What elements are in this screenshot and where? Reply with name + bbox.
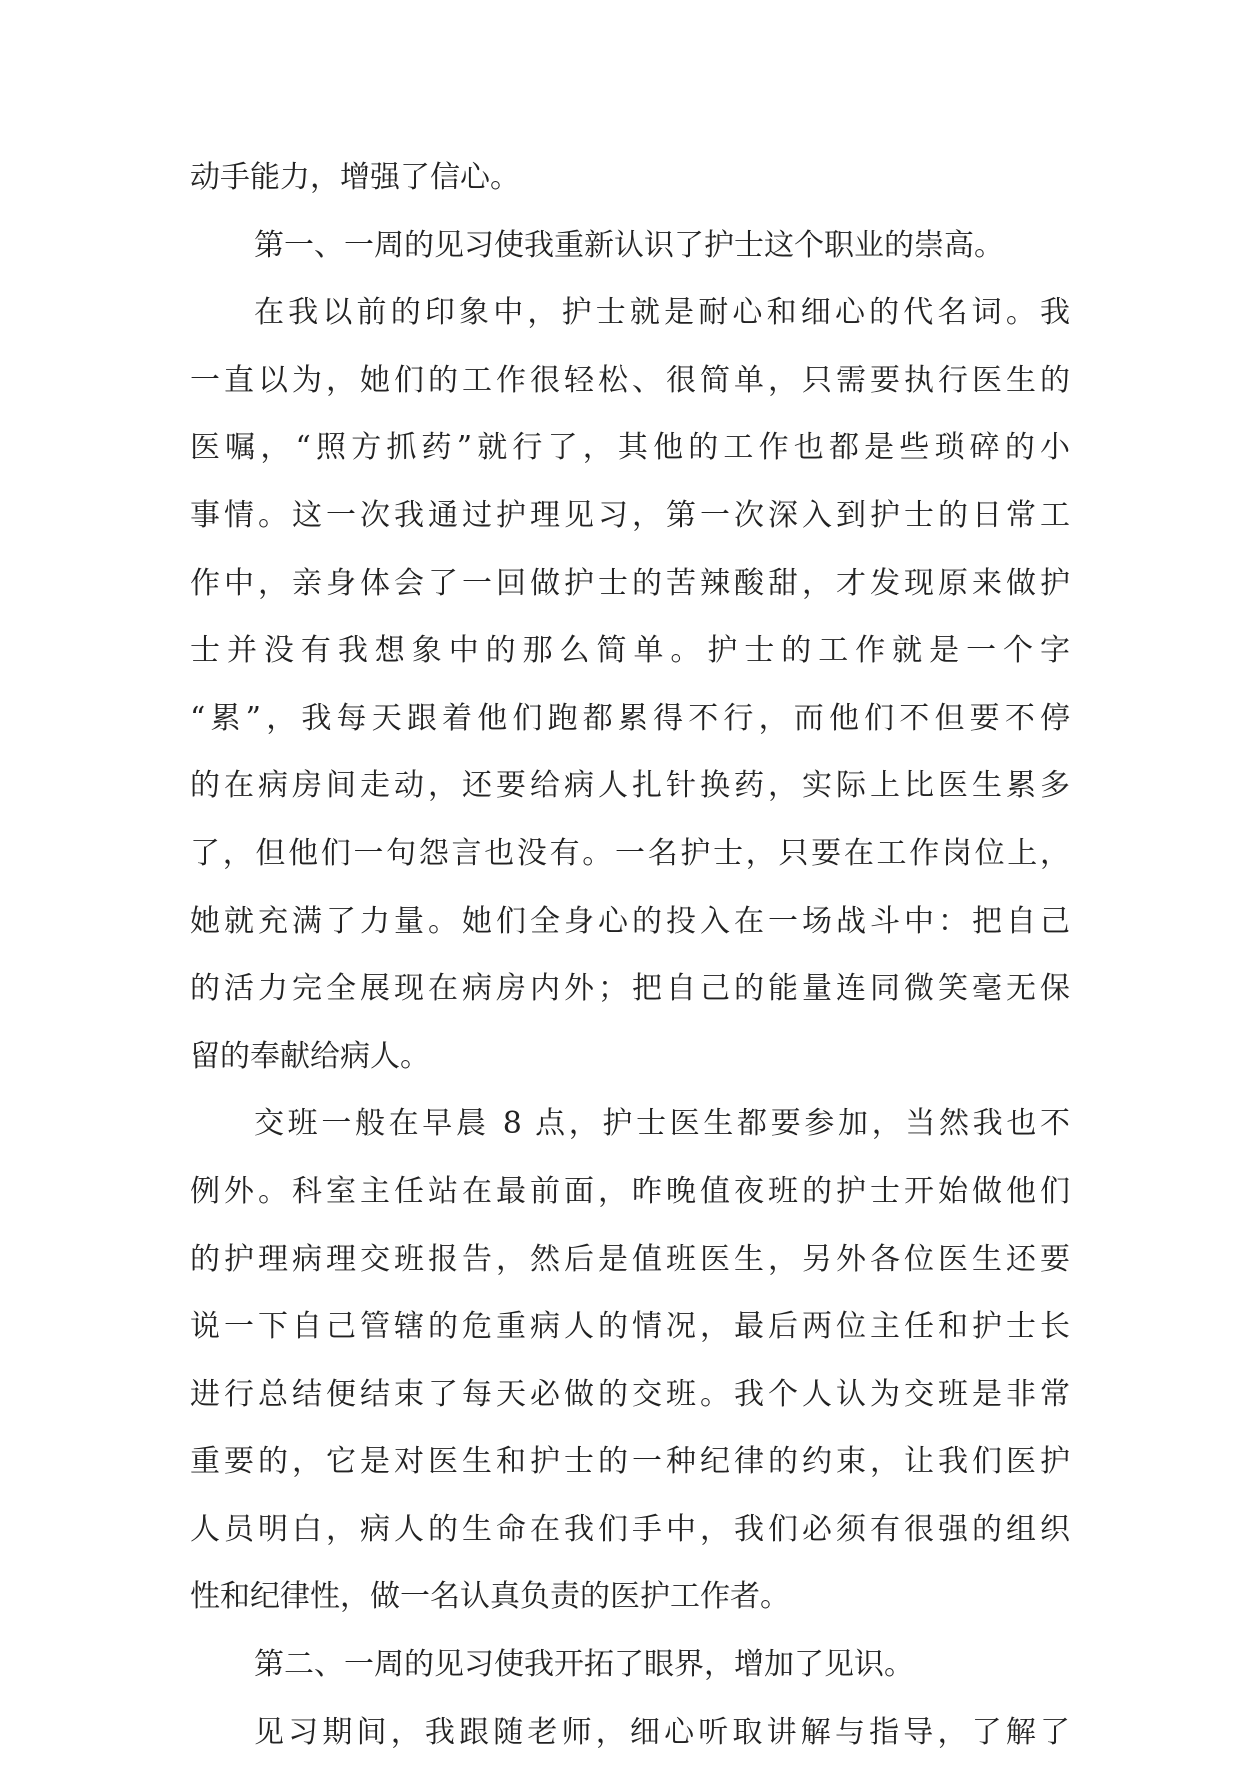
body-text xyxy=(190,152,1070,1774)
text-line: 士并没有我想象中的那么简单。护士的工作就是一个字 xyxy=(190,633,1070,669)
text-line: 例外。科室主任站在最前面，昨晚值夜班的护士开始做他们 xyxy=(190,1173,1070,1209)
text-line: “累”，我每天跟着他们跑都累得不行，而他们不但要不停 xyxy=(190,700,1070,736)
text-line: 说一下自己管辖的危重病人的情况，最后两位主任和护士长 xyxy=(190,1309,1070,1345)
text-line: 人员明白，病人的生命在我们手中，我们必须有很强的组织 xyxy=(190,1511,1070,1547)
text-line: 医嘱，“照方抓药”就行了，其他的工作也都是些琐碎的小 xyxy=(190,430,1070,466)
heading-line: 第一、一周的见习使我重新认识了护士这个职业的崇高。 xyxy=(254,227,1004,263)
text-line: 交班一般在早晨 8 点，护士医生都要参加，当然我也不 xyxy=(254,1106,1070,1142)
text-line: 她就充满了力量。她们全身心的投入在一场战斗中：把自己 xyxy=(190,903,1070,939)
heading-line: 第二、一周的见习使我开拓了眼界，增加了见识。 xyxy=(254,1647,914,1683)
text-line: 见习期间，我跟随老师，细心听取讲解与指导，了解了 xyxy=(254,1714,1070,1750)
text-line: 一直以为，她们的工作很轻松、很简单，只需要执行医生的 xyxy=(190,362,1070,398)
text-line: 的活力完全展现在病房内外；把自己的能量连同微笑毫无保 xyxy=(190,971,1070,1007)
text-line: 性和纪律性，做一名认真负责的医护工作者。 xyxy=(190,1579,790,1615)
text-line: 在我以前的印象中，护士就是耐心和细心的代名词。我 xyxy=(254,295,1070,331)
text-line: 的在病房间走动，还要给病人扎针换药，实际上比医生累多 xyxy=(190,768,1070,804)
text-line: 的护理病理交班报告，然后是值班医生，另外各位医生还要 xyxy=(190,1241,1070,1277)
text-line: 动手能力，增强了信心。 xyxy=(190,160,520,195)
text-line: 进行总结便结束了每天必做的交班。我个人认为交班是非常 xyxy=(190,1376,1070,1412)
text-line: 重要的，它是对医生和护士的一种纪律的约束，让我们医护 xyxy=(190,1444,1070,1480)
text-line: 事情。这一次我通过护理见习，第一次深入到护士的日常工 xyxy=(190,497,1070,533)
text-line: 了，但他们一句怨言也没有。一名护士，只要在工作岗位上， xyxy=(190,835,1070,871)
text-line: 留的奉献给病人。 xyxy=(190,1038,430,1074)
text-line: 作中，亲身体会了一回做护士的苦辣酸甜，才发现原来做护 xyxy=(190,565,1070,601)
